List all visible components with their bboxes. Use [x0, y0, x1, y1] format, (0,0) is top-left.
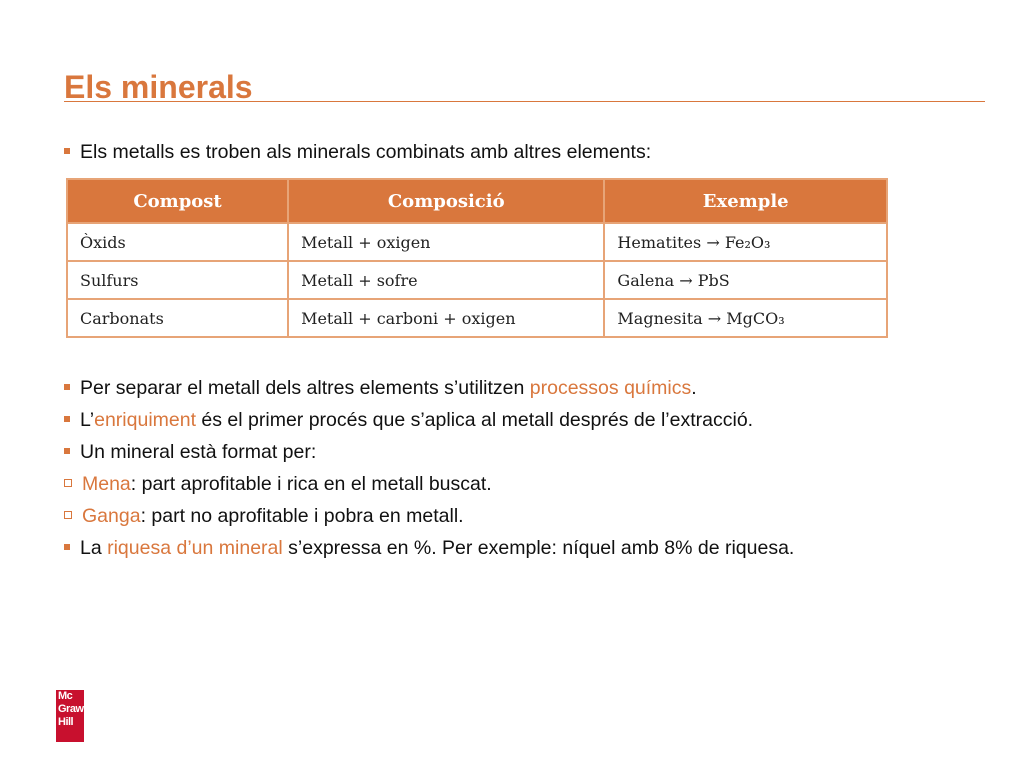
header-composicio: Composició: [288, 179, 604, 223]
page-title: Els minerals: [64, 69, 253, 105]
bullet-processos: [64, 375, 697, 401]
bullet-text: Un mineral està format per:: [80, 441, 317, 463]
highlight-term: riquesa d’un mineral: [107, 537, 283, 559]
arrow-icon: →: [707, 308, 722, 328]
cell-composicio: Metall + sofre: [288, 261, 604, 299]
bullet-enriquiment: [64, 407, 753, 433]
example-formula: Fe₂O₃: [724, 232, 771, 252]
logo-line: Hill: [58, 716, 74, 728]
cell-exemple: [604, 223, 887, 261]
header-compost: Compost: [67, 179, 288, 223]
bullet-square-icon: [64, 416, 70, 422]
cell-compost: Carbonats: [67, 299, 288, 337]
arrow-icon: →: [679, 270, 693, 290]
cell-composicio: Metall + oxigen: [288, 223, 604, 261]
cell-compost: Òxids: [67, 223, 288, 261]
intro-bullet: [64, 139, 651, 165]
bullet-text: : part aprofitable i rica en el metall buscat.: [130, 473, 492, 495]
bullet-text: La: [80, 537, 108, 559]
bullet-text: .: [691, 377, 697, 399]
logo-line: Graw: [58, 703, 84, 715]
highlight-term: Ganga: [82, 505, 141, 527]
intro-text: Els metalls es troben als minerals combinats amb altres elements:: [80, 141, 652, 163]
bullet-hollow-square-icon: [64, 511, 72, 519]
title-underline: [64, 101, 985, 102]
highlight-term: Mena: [82, 473, 131, 495]
bullet-mineral-format: [64, 439, 316, 465]
bullet-square-icon: [64, 148, 70, 154]
bullet-text: : part no aprofitable i pobra en metall.: [140, 505, 464, 527]
example-formula: PbS: [697, 270, 730, 290]
logo-line: Mc: [58, 690, 73, 702]
table-header-row: [67, 179, 887, 223]
table-row: [67, 299, 887, 337]
bullet-text: Per separar el metall dels altres elements s’utilitzen: [80, 377, 530, 399]
example-name: Galena: [617, 270, 675, 290]
minerals-table: [66, 178, 888, 338]
table-row: [67, 261, 887, 299]
bullet-ganga: [64, 503, 464, 529]
table-row: [67, 223, 887, 261]
bullet-square-icon: [64, 384, 70, 390]
cell-composicio: Metall + carboni + oxigen: [288, 299, 604, 337]
mcgraw-hill-logo: [56, 690, 84, 742]
bullet-riquesa: [64, 535, 794, 561]
header-exemple: Exemple: [604, 179, 887, 223]
cell-compost: Sulfurs: [67, 261, 288, 299]
example-name: Magnesita: [617, 308, 703, 328]
bullet-text: és el primer procés que s’aplica al metall després de l’extracció.: [196, 409, 754, 431]
arrow-icon: →: [706, 232, 720, 252]
bullet-text: s’expressa en %. Per exemple: níquel amb 8% de riquesa.: [282, 537, 795, 559]
bullet-text: L’: [80, 409, 95, 431]
cell-exemple: [604, 261, 887, 299]
bullet-hollow-square-icon: [64, 479, 72, 487]
highlight-term: enriquiment: [94, 409, 196, 431]
example-name: Hematites: [617, 232, 702, 252]
bullet-square-icon: [64, 448, 70, 454]
bullet-mena: [64, 471, 492, 497]
bullet-square-icon: [64, 544, 70, 550]
cell-exemple: [604, 299, 887, 337]
highlight-term: processos químics: [529, 377, 692, 399]
example-formula: MgCO₃: [726, 308, 785, 328]
